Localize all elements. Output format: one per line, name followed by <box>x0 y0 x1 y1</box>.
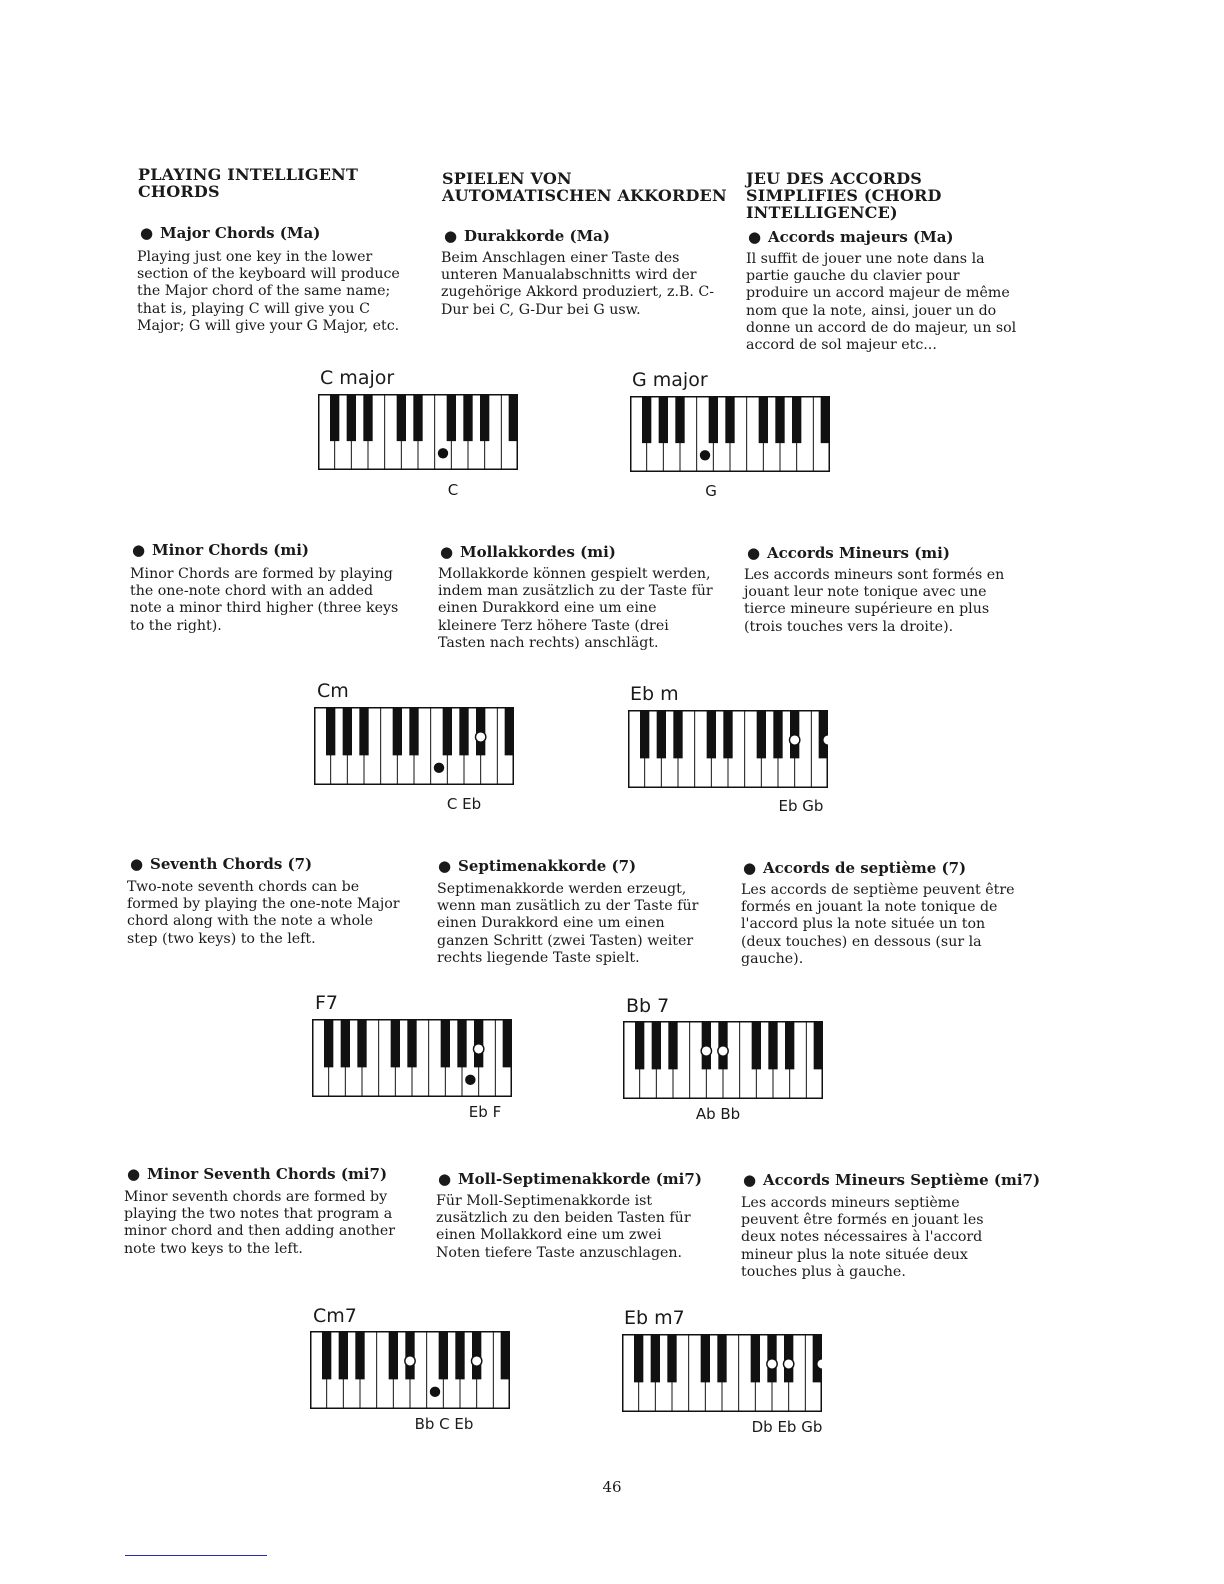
black-key <box>709 396 718 443</box>
black-key <box>409 707 418 755</box>
keyboard-diagram-cm <box>314 707 514 787</box>
keyboard-diagram-g-major <box>630 396 830 474</box>
black-key <box>343 707 352 755</box>
black-key <box>752 1021 761 1069</box>
pressed-key-dot <box>405 1356 415 1366</box>
chord-label-c-major: C major <box>320 367 395 389</box>
pressed-key-dot <box>473 1044 483 1054</box>
pressed-key-dot <box>438 448 448 458</box>
black-key <box>413 394 422 441</box>
bullet-icon: ● <box>438 857 452 875</box>
seventh-text-fr: Les accords de septième peuvent être formés en jouant la note tonique de l'accord plus la note située un ton (deux touches) en dessous (sur la gauche). <box>741 882 1015 967</box>
pressed-key-dot <box>817 1359 822 1369</box>
black-key <box>775 396 784 443</box>
title-en: PLAYING INTELLIGENT CHORDS <box>138 165 359 201</box>
note-label-ebm: Eb Gb <box>778 797 824 815</box>
chord-label-bb7: Bb 7 <box>626 995 670 1017</box>
black-key <box>457 1019 466 1067</box>
black-key <box>707 710 716 758</box>
seventh-heading-en: ● Seventh Chords (7) <box>130 855 313 873</box>
black-key <box>821 396 830 443</box>
black-key <box>509 394 518 441</box>
major-heading-fr: ● Accords majeurs (Ma) <box>748 228 954 246</box>
minor-text-fr: Les accords mineurs sont formés en jouant leur note tonique avec une tierce mineure supérieure en plus (trois touches vers la droite). <box>744 567 1005 635</box>
pressed-key-dot <box>471 1356 481 1366</box>
minor-seventh-text-en: Minor seventh chords are formed by playing the two notes that program a minor chord and then adding another note two keys to the left. <box>124 1189 396 1257</box>
black-key <box>634 1334 643 1382</box>
black-key <box>339 1331 348 1379</box>
chord-label-ebm: Eb m <box>630 683 679 705</box>
black-key <box>814 1021 823 1069</box>
black-key <box>785 1021 794 1069</box>
bullet-icon: ● <box>743 859 757 877</box>
pressed-key-dot <box>475 732 485 742</box>
black-key <box>393 707 402 755</box>
black-key <box>675 396 684 443</box>
black-key <box>667 1334 676 1382</box>
black-key <box>363 394 372 441</box>
pressed-key-dot <box>430 1387 440 1397</box>
black-key <box>439 1331 448 1379</box>
black-key <box>751 1334 760 1382</box>
black-key <box>359 707 368 755</box>
black-key <box>459 707 468 755</box>
black-key <box>819 710 828 758</box>
black-key <box>455 1331 464 1379</box>
chord-label-ebm7: Eb m7 <box>624 1307 685 1329</box>
black-key <box>673 710 682 758</box>
black-key <box>723 710 732 758</box>
pressed-key-dot <box>718 1046 728 1056</box>
chord-label-cm: Cm <box>317 680 349 702</box>
black-key <box>759 396 768 443</box>
minor-seventh-heading-fr: ● Accords Mineurs Septième (mi7) <box>743 1171 1041 1189</box>
black-key <box>357 1019 366 1067</box>
black-key <box>330 394 339 441</box>
keyboard-diagram-cm7 <box>310 1331 510 1411</box>
note-label-cm: C Eb <box>446 795 482 813</box>
black-key <box>640 710 649 758</box>
title-de: SPIELEN VON AUTOMATISCHEN AKKORDEN <box>442 169 727 205</box>
chord-label-f7: F7 <box>315 992 339 1014</box>
black-key <box>642 396 651 443</box>
seventh-heading-fr: ● Accords de septième (7) <box>743 859 967 877</box>
black-key <box>443 707 452 755</box>
black-key <box>717 1334 726 1382</box>
note-label-f7: Eb F <box>468 1103 502 1121</box>
black-key <box>725 396 734 443</box>
bullet-icon: ● <box>140 224 154 242</box>
footnote-rule <box>125 1555 267 1556</box>
black-key <box>324 1019 333 1067</box>
black-key <box>757 710 766 758</box>
minor-seventh-heading-en: ● Minor Seventh Chords (mi7) <box>127 1165 388 1183</box>
bullet-icon: ● <box>743 1171 757 1189</box>
black-key <box>792 396 801 443</box>
black-key <box>397 394 406 441</box>
minor-heading-de: ● Mollakkordes (mi) <box>440 543 616 561</box>
black-key <box>652 1021 661 1069</box>
bullet-icon: ● <box>440 543 454 561</box>
black-key <box>407 1019 416 1067</box>
black-key <box>447 394 456 441</box>
black-key <box>773 710 782 758</box>
bullet-icon: ● <box>444 227 458 245</box>
pressed-key-dot <box>783 1359 793 1369</box>
seventh-text-en: Two-note seventh chords can be formed by playing the one-note Major chord along with the note a whole step (two keys) to the left. <box>127 879 400 947</box>
note-label-bb7: Ab Bb <box>695 1105 741 1123</box>
major-text-de: Beim Anschlagen einer Taste des unteren Manualabschnitts wird der zugehörige Akkord produziert, z.B. C-Dur bei C, G-Dur bei G usw. <box>441 250 715 318</box>
keyboard-diagram-ebm <box>628 710 828 790</box>
keyboard-diagram-c-major <box>318 394 518 472</box>
black-key <box>657 710 666 758</box>
black-key <box>501 1331 510 1379</box>
bullet-icon: ● <box>438 1170 452 1188</box>
major-text-fr: Il suffit de jouer une note dans la partie gauche du clavier pour produire un accord majeur de même nom que la note, ainsi, jouer un do donne un accord de do majeur, un sol accord de sol majeur etc... <box>746 251 1017 354</box>
major-heading-de: ● Durakkorde (Ma) <box>444 227 611 245</box>
keyboard-diagram-bb7 <box>623 1021 823 1101</box>
black-key <box>813 1334 822 1382</box>
bullet-icon: ● <box>747 544 761 562</box>
black-key <box>322 1331 331 1379</box>
minor-seventh-heading-de: ● Moll-Septimenakkorde (mi7) <box>438 1170 702 1188</box>
bullet-icon: ● <box>130 855 144 873</box>
bullet-icon: ● <box>127 1165 141 1183</box>
pressed-key-dot <box>823 735 828 745</box>
note-label-g-major: G <box>705 482 717 500</box>
black-key <box>326 707 335 755</box>
minor-heading-fr: ● Accords Mineurs (mi) <box>747 544 950 562</box>
minor-text-en: Minor Chords are formed by playing the one-note chord with an added note a minor third higher (three keys to the right). <box>130 566 399 634</box>
note-label-c-major: C <box>447 481 459 499</box>
minor-text-de: Mollakkorde können gespielt werden, indem man zusätzlich zu der Taste für einen Durakkord eine um eine kleinere Terz höhere Taste (drei Tasten nach rechts) anschlägt. <box>438 566 713 651</box>
note-label-ebm7: Db Eb Gb <box>751 1418 823 1436</box>
chord-label-g-major: G major <box>632 369 708 391</box>
keyboard-diagram-f7 <box>312 1019 512 1099</box>
pressed-key-dot <box>701 1046 711 1056</box>
title-fr: JEU DES ACCORDS SIMPLIFIES (CHORD INTELLIGENCE) <box>746 169 942 222</box>
minor-seventh-text-de: Für Moll-Septimenakkorde ist zusätzlich zu den beiden Tasten für einen Mollakkord eine um zwei Noten tiefere Taste anzuschlagen. <box>436 1193 691 1261</box>
major-heading-en: ● Major Chords (Ma) <box>140 224 321 242</box>
black-key <box>391 1019 400 1067</box>
black-key <box>668 1021 677 1069</box>
black-key <box>463 394 472 441</box>
pressed-key-dot <box>767 1359 777 1369</box>
chord-label-cm7: Cm7 <box>313 1305 357 1327</box>
page-number: 46 <box>602 1478 622 1496</box>
pressed-key-dot <box>465 1075 475 1085</box>
black-key <box>347 394 356 441</box>
black-key <box>441 1019 450 1067</box>
black-key <box>701 1334 710 1382</box>
black-key <box>355 1331 364 1379</box>
seventh-text-de: Septimenakkorde werden erzeugt, wenn man zusätlich zu der Taste für einen Durakkord eine um einen ganzen Schritt (zwei Tasten) weiter rechts liegende Taste spielt. <box>437 881 699 966</box>
pressed-key-dot <box>789 735 799 745</box>
black-key <box>635 1021 644 1069</box>
bullet-icon: ● <box>748 228 762 246</box>
minor-heading-en: ● Minor Chords (mi) <box>132 541 310 559</box>
note-label-cm7: Bb C Eb <box>414 1415 474 1433</box>
black-key <box>768 1021 777 1069</box>
bullet-icon: ● <box>132 541 146 559</box>
black-key <box>651 1334 660 1382</box>
keyboard-diagram-ebm7 <box>622 1334 822 1414</box>
minor-seventh-text-fr: Les accords mineurs septième peuvent être formés en jouant les deux notes nécessaires à l'accord mineur plus la note située deux touches plus à gauche. <box>741 1195 984 1280</box>
pressed-key-dot <box>434 763 444 773</box>
black-key <box>389 1331 398 1379</box>
pressed-key-dot <box>700 450 710 460</box>
major-text-en: Playing just one key in the lower section of the keyboard will produce the Major chord of the same name; that is, playing C will give you C Major; G will give your G Major, etc. <box>137 249 400 334</box>
black-key <box>341 1019 350 1067</box>
black-key <box>480 394 489 441</box>
black-key <box>659 396 668 443</box>
black-key <box>505 707 514 755</box>
black-key <box>503 1019 512 1067</box>
seventh-heading-de: ● Septimenakkorde (7) <box>438 857 637 875</box>
